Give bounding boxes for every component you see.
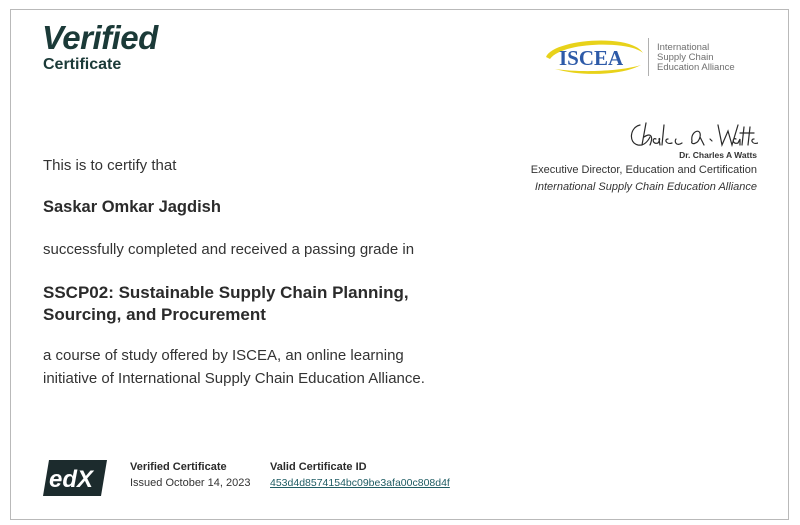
signature-image <box>626 117 758 151</box>
signer-organization: International Supply Chain Education Alliance <box>534 181 757 193</box>
certify-text: This is to certify that <box>43 157 177 174</box>
iscea-name-line: Education Alliance <box>657 62 735 73</box>
certificate-border <box>10 9 789 520</box>
edx-logo <box>43 458 107 498</box>
iscea-name-line: Supply Chain <box>657 52 714 63</box>
offered-line: initiative of International Supply Chain Education Alliance. <box>43 370 425 387</box>
signer-name: Dr. Charles A Watts <box>679 150 757 160</box>
recipient-name: Saskar Omkar Jagdish <box>43 198 221 216</box>
certificate-title: Verified <box>42 19 158 56</box>
course-title-line: Sourcing, and Procurement <box>43 305 266 324</box>
iscea-logo-text: ISCEA <box>559 46 624 70</box>
certificate-subtitle: Certificate <box>43 56 122 73</box>
offered-line: a course of study offered by ISCEA, an online learning <box>43 347 404 364</box>
certificate-id-label: Valid Certificate ID <box>270 461 367 473</box>
logo-divider <box>648 38 649 76</box>
issue-date: Issued October 14, 2023 <box>130 477 251 489</box>
certificate-id-link[interactable]: 453d4d8574154bc09be3afa00c808d4f <box>270 477 450 489</box>
iscea-full-name <box>657 43 757 73</box>
offered-by-text <box>43 344 483 390</box>
course-title-line: SSCP02: Sustainable Supply Chain Planning, <box>43 283 409 302</box>
edx-logo-text: edX <box>49 466 94 493</box>
iscea-name-line: International <box>657 42 710 53</box>
certificate-type-label: Verified Certificate <box>130 461 227 473</box>
signer-title: Executive Director, Education and Certification <box>530 164 757 176</box>
course-title <box>43 282 463 326</box>
iscea-logo <box>543 35 649 77</box>
completion-text: successfully completed and received a passing grade in <box>43 241 415 258</box>
